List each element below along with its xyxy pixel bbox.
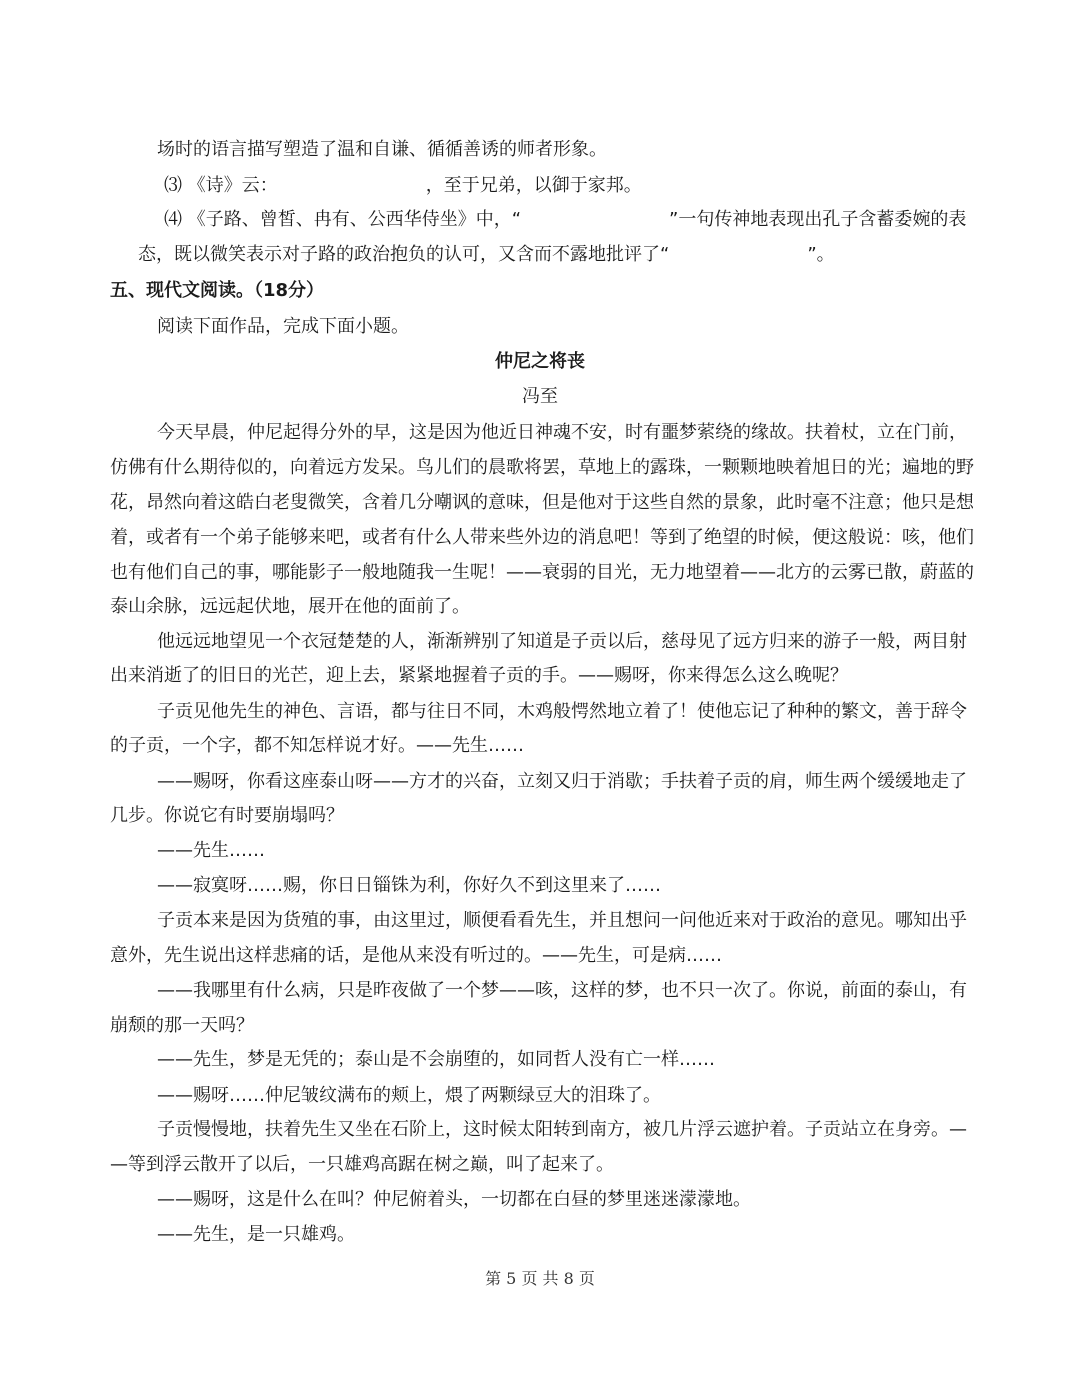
prev-answer-line: 场时的语言描写塑造了温和自谦、循循善诱的师者形象。 <box>157 139 607 160</box>
paragraph-line: ——我哪里有什么病，只是昨夜做了一个梦——咳，这样的梦，也不只一次了。你说，前面的泰山，有 <box>157 980 967 1001</box>
question-4 <box>164 207 1080 233</box>
paragraph-line: ——先生，梦是无凭的；泰山是不会崩堕的，如同哲人没有亡一样…… <box>157 1049 715 1070</box>
paragraph-line: ——赐呀，你看这座泰山呀——方才的兴奋，立刻又归于消歇；手扶着子贡的肩，师生两个缓缓地走了 <box>157 771 967 792</box>
paragraph-line: 崩颓的那一天吗？ <box>110 1015 254 1036</box>
paragraph-line: 几步。你说它有时要崩塌吗？ <box>110 805 344 826</box>
paragraph-line: ——先生…… <box>157 840 265 861</box>
paragraph-line: 子贡本来是因为货殖的事，由这里过，顺便看看先生，并且想问一问他近来对于政治的意见。哪知出乎 <box>157 910 967 931</box>
paragraph-line: ——先生，是一只雄鸡。 <box>157 1224 355 1245</box>
article-author: 冯至 <box>522 386 558 407</box>
paragraph-line: 花，昂然向着这皓白老叟微笑，含着几分嘲讽的意味，但是他对于这些自然的景象，此时毫不注意；他只是想 <box>110 492 974 513</box>
paragraph-line: 仿佛有什么期待似的，向着远方发呆。鸟儿们的晨歌将罢，草地上的露珠，一颗颗地映着旭日的光；遍地的野 <box>110 457 974 478</box>
question-3-prefix: ⑶ 《诗》云： <box>164 175 278 196</box>
paragraph-line: 子贡见他先生的神色、言语，都与往日不同，木鸡般愕然地立着了！使他忘记了种种的繁文，善于辞令 <box>157 701 967 722</box>
question-3 <box>164 173 1080 199</box>
paragraph-line: 也有他们自己的事，哪能影子一般地随我一生呢！——衰弱的目光，无力地望着——北方的云雾已散，蔚蓝的 <box>110 562 974 583</box>
paragraph-line: 子贡慢慢地，扶着先生又坐在石阶上，这时候太阳转到南方，被几片浮云遮护着。子贡站立在身旁。— <box>157 1119 967 1140</box>
paragraph-line: 着，或者有一个弟子能够来吧，或者有什么人带来些外边的消息吧！等到了绝望的时候，便这般说：咳，他们 <box>110 527 974 548</box>
section-heading: 五、现代文阅读。（18分） <box>110 280 325 301</box>
paragraph-line: 泰山余脉，远远起伏地，展开在他的面前了。 <box>110 596 470 617</box>
paragraph-line: ——赐呀……仲尼皱纹满布的颊上，煨了两颗绿豆大的泪珠了。 <box>157 1085 661 1106</box>
question-3-suffix: ，至于兄弟，以御于家邦。 <box>425 175 642 196</box>
question-4-suffix: ”一句传神地表现出孔子含蓄委婉的表 <box>669 209 967 230</box>
paragraph-line: 出来消逝了的旧日的光芒，迎上去，紧紧地握着子贡的手。——赐呀，你来得怎么这么晚呢？ <box>110 665 848 686</box>
article-title: 仲尼之将丧 <box>495 351 585 372</box>
paragraph-line: ——赐呀，这是什么在叫？仲尼俯着头，一切都在白昼的梦里迷迷濛濛地。 <box>157 1189 751 1210</box>
question-4-prefix: ⑷ 《子路、曾皙、冉有、公西华侍坐》中，“ <box>164 209 522 230</box>
paragraph-line: —等到浮云散开了以后，一只雄鸡高踞在树之巅，叫了起来了。 <box>110 1154 614 1175</box>
question-4-line2-suffix: ”。 <box>807 244 835 265</box>
paragraph-line: 意外，先生说出这样悲痛的话，是他从来没有听过的。——先生，可是病…… <box>110 945 722 966</box>
question-4-line2-prefix: 态，既以微笑表示对子路的政治抱负的认可，又含而不露地批评了“ <box>138 244 670 265</box>
paragraph-line: 的子贡，一个字，都不知怎样说才好。——先生…… <box>110 735 524 756</box>
paragraph-line: ——寂寞呀……赐，你日日锱铢为利，你好久不到这里来了…… <box>157 875 661 896</box>
paragraph-line: 他远远地望见一个衣冠楚楚的人，渐渐辨别了知道是子贡以后，慈母见了远方归来的游子一般，两目射 <box>157 631 967 652</box>
paragraph-line: 今天早晨，仲尼起得分外的早，这是因为他近日神魂不安，时有噩梦萦绕的缘故。扶着杖，立在门前， <box>157 422 967 443</box>
question-4-continued <box>138 242 1080 268</box>
section-instruction: 阅读下面作品，完成下面小题。 <box>157 316 409 337</box>
page-number: 第 5 页 共 8 页 <box>485 1269 595 1288</box>
